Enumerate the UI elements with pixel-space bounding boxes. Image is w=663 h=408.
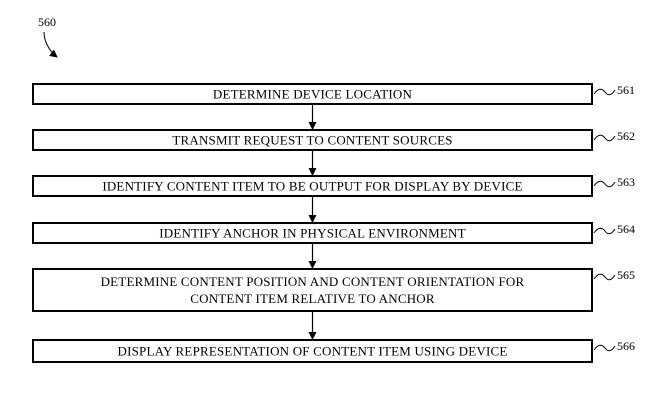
- step-label-566: DISPLAY REPRESENTATION OF CONTENT ITEM USING DEVICE: [117, 343, 508, 359]
- step-label-565-line-1: DETERMINE CONTENT POSITION AND CONTENT ORIENTATION FOR: [100, 274, 525, 289]
- step-ref-565: 565: [617, 268, 635, 282]
- step-ref-561: 561: [617, 83, 635, 97]
- step-ref-leader-565: [594, 274, 615, 280]
- step-label-562: TRANSMIT REQUEST TO CONTENT SOURCES: [172, 132, 453, 148]
- step-label-563: IDENTIFY CONTENT ITEM TO BE OUTPUT FOR DISPLAY BY DEVICE: [102, 178, 523, 194]
- step-ref-leader-564: [594, 228, 615, 234]
- step-ref-leader-561: [594, 89, 615, 95]
- step-ref-leader-566: [594, 345, 615, 351]
- step-label-565-line-2: CONTENT ITEM RELATIVE TO ANCHOR: [190, 291, 435, 306]
- step-label-561: DETERMINE DEVICE LOCATION: [212, 86, 413, 102]
- figure-number: 560: [38, 15, 56, 29]
- step-ref-566: 566: [617, 339, 635, 353]
- step-ref-leader-563: [594, 181, 615, 187]
- step-label-564: IDENTIFY ANCHOR IN PHYSICAL ENVIRONMENT: [159, 225, 466, 241]
- step-ref-562: 562: [617, 129, 635, 143]
- steps-layer: [33, 83, 635, 362]
- step-ref-leader-562: [594, 135, 615, 141]
- step-ref-564: 564: [617, 222, 635, 236]
- figure-number-arrow: [44, 32, 57, 57]
- step-ref-563: 563: [617, 175, 635, 189]
